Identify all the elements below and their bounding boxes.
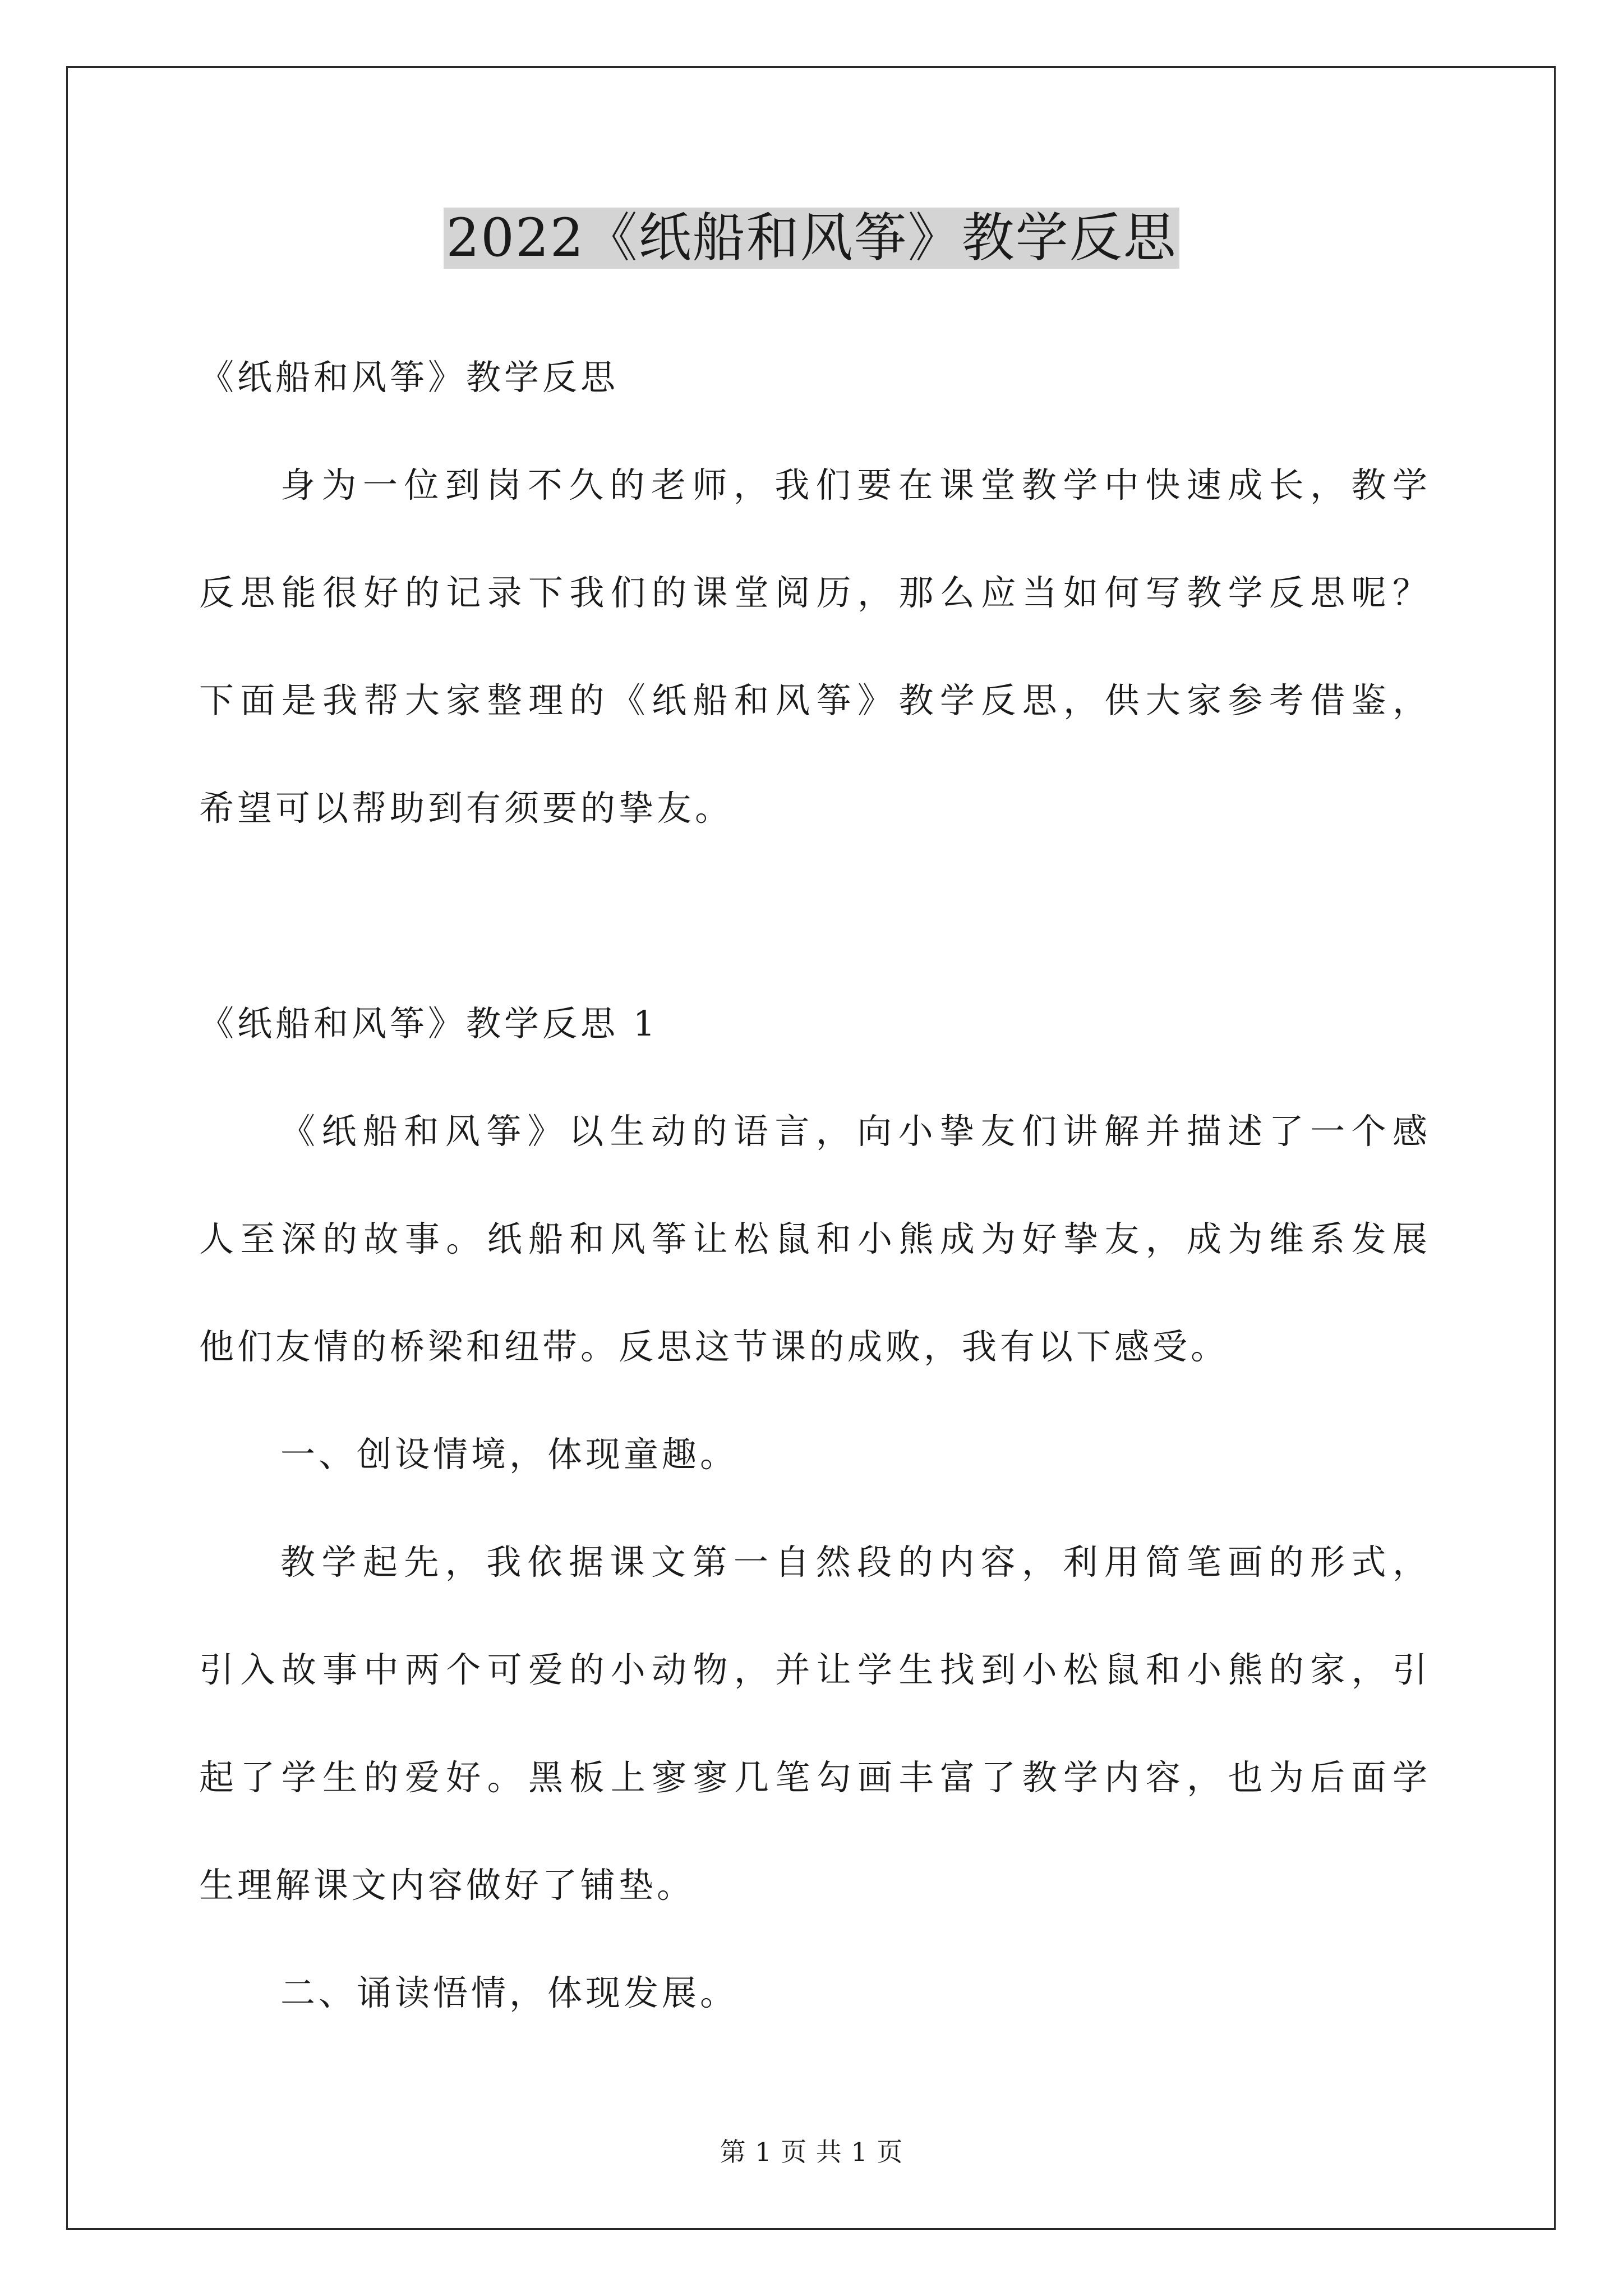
document-title: [0, 199, 1623, 278]
paragraph-line: 《纸船和风筝》以生动的语言，向小挚友们讲解并描述了一个感: [280, 1111, 1427, 1152]
subtitle: 《纸船和风筝》教学反思: [199, 357, 619, 398]
point-heading: 一、创设情境，体现童趣。: [280, 1434, 739, 1475]
point-heading: 二、诵读悟情，体现发展。: [280, 1972, 739, 2013]
paragraph-line: 希望可以帮助到有须要的挚友。: [199, 788, 734, 829]
paragraph-line: 人至深的故事。纸船和风筝让松鼠和小熊成为好挚友，成为维系发展: [199, 1218, 1427, 1259]
section-heading: 《纸船和风筝》教学反思 1: [199, 1003, 659, 1044]
paragraph-line: 起了学生的爱好。黑板上寥寥几笔勾画丰富了教学内容，也为后面学: [199, 1757, 1427, 1798]
paragraph-line: 身为一位到岗不久的老师，我们要在课堂教学中快速成长，教学: [280, 464, 1427, 505]
paragraph-line: 他们友情的桥梁和纽带。反思这节课的成败，我有以下感受。: [199, 1326, 1229, 1367]
paragraph-line: 引入故事中两个可爱的小动物，并让学生找到小松鼠和小熊的家，引: [199, 1649, 1427, 1690]
paragraph-line: 教学起先，我依据课文第一自然段的内容，利用简笔画的形式，: [280, 1542, 1427, 1582]
page-footer: 第 1 页 共 1 页: [720, 2137, 903, 2167]
paragraph-line: 下面是我帮大家整理的《纸船和风筝》教学反思，供大家参考借鉴，: [199, 680, 1427, 721]
document-title-text: 2022《纸船和风筝》教学反思: [444, 208, 1179, 269]
paragraph-line: 生理解课文内容做好了铺垫。: [199, 1865, 695, 1906]
paragraph-line: 反思能很好的记录下我们的课堂阅历，那么应当如何写教学反思呢？: [199, 572, 1427, 613]
